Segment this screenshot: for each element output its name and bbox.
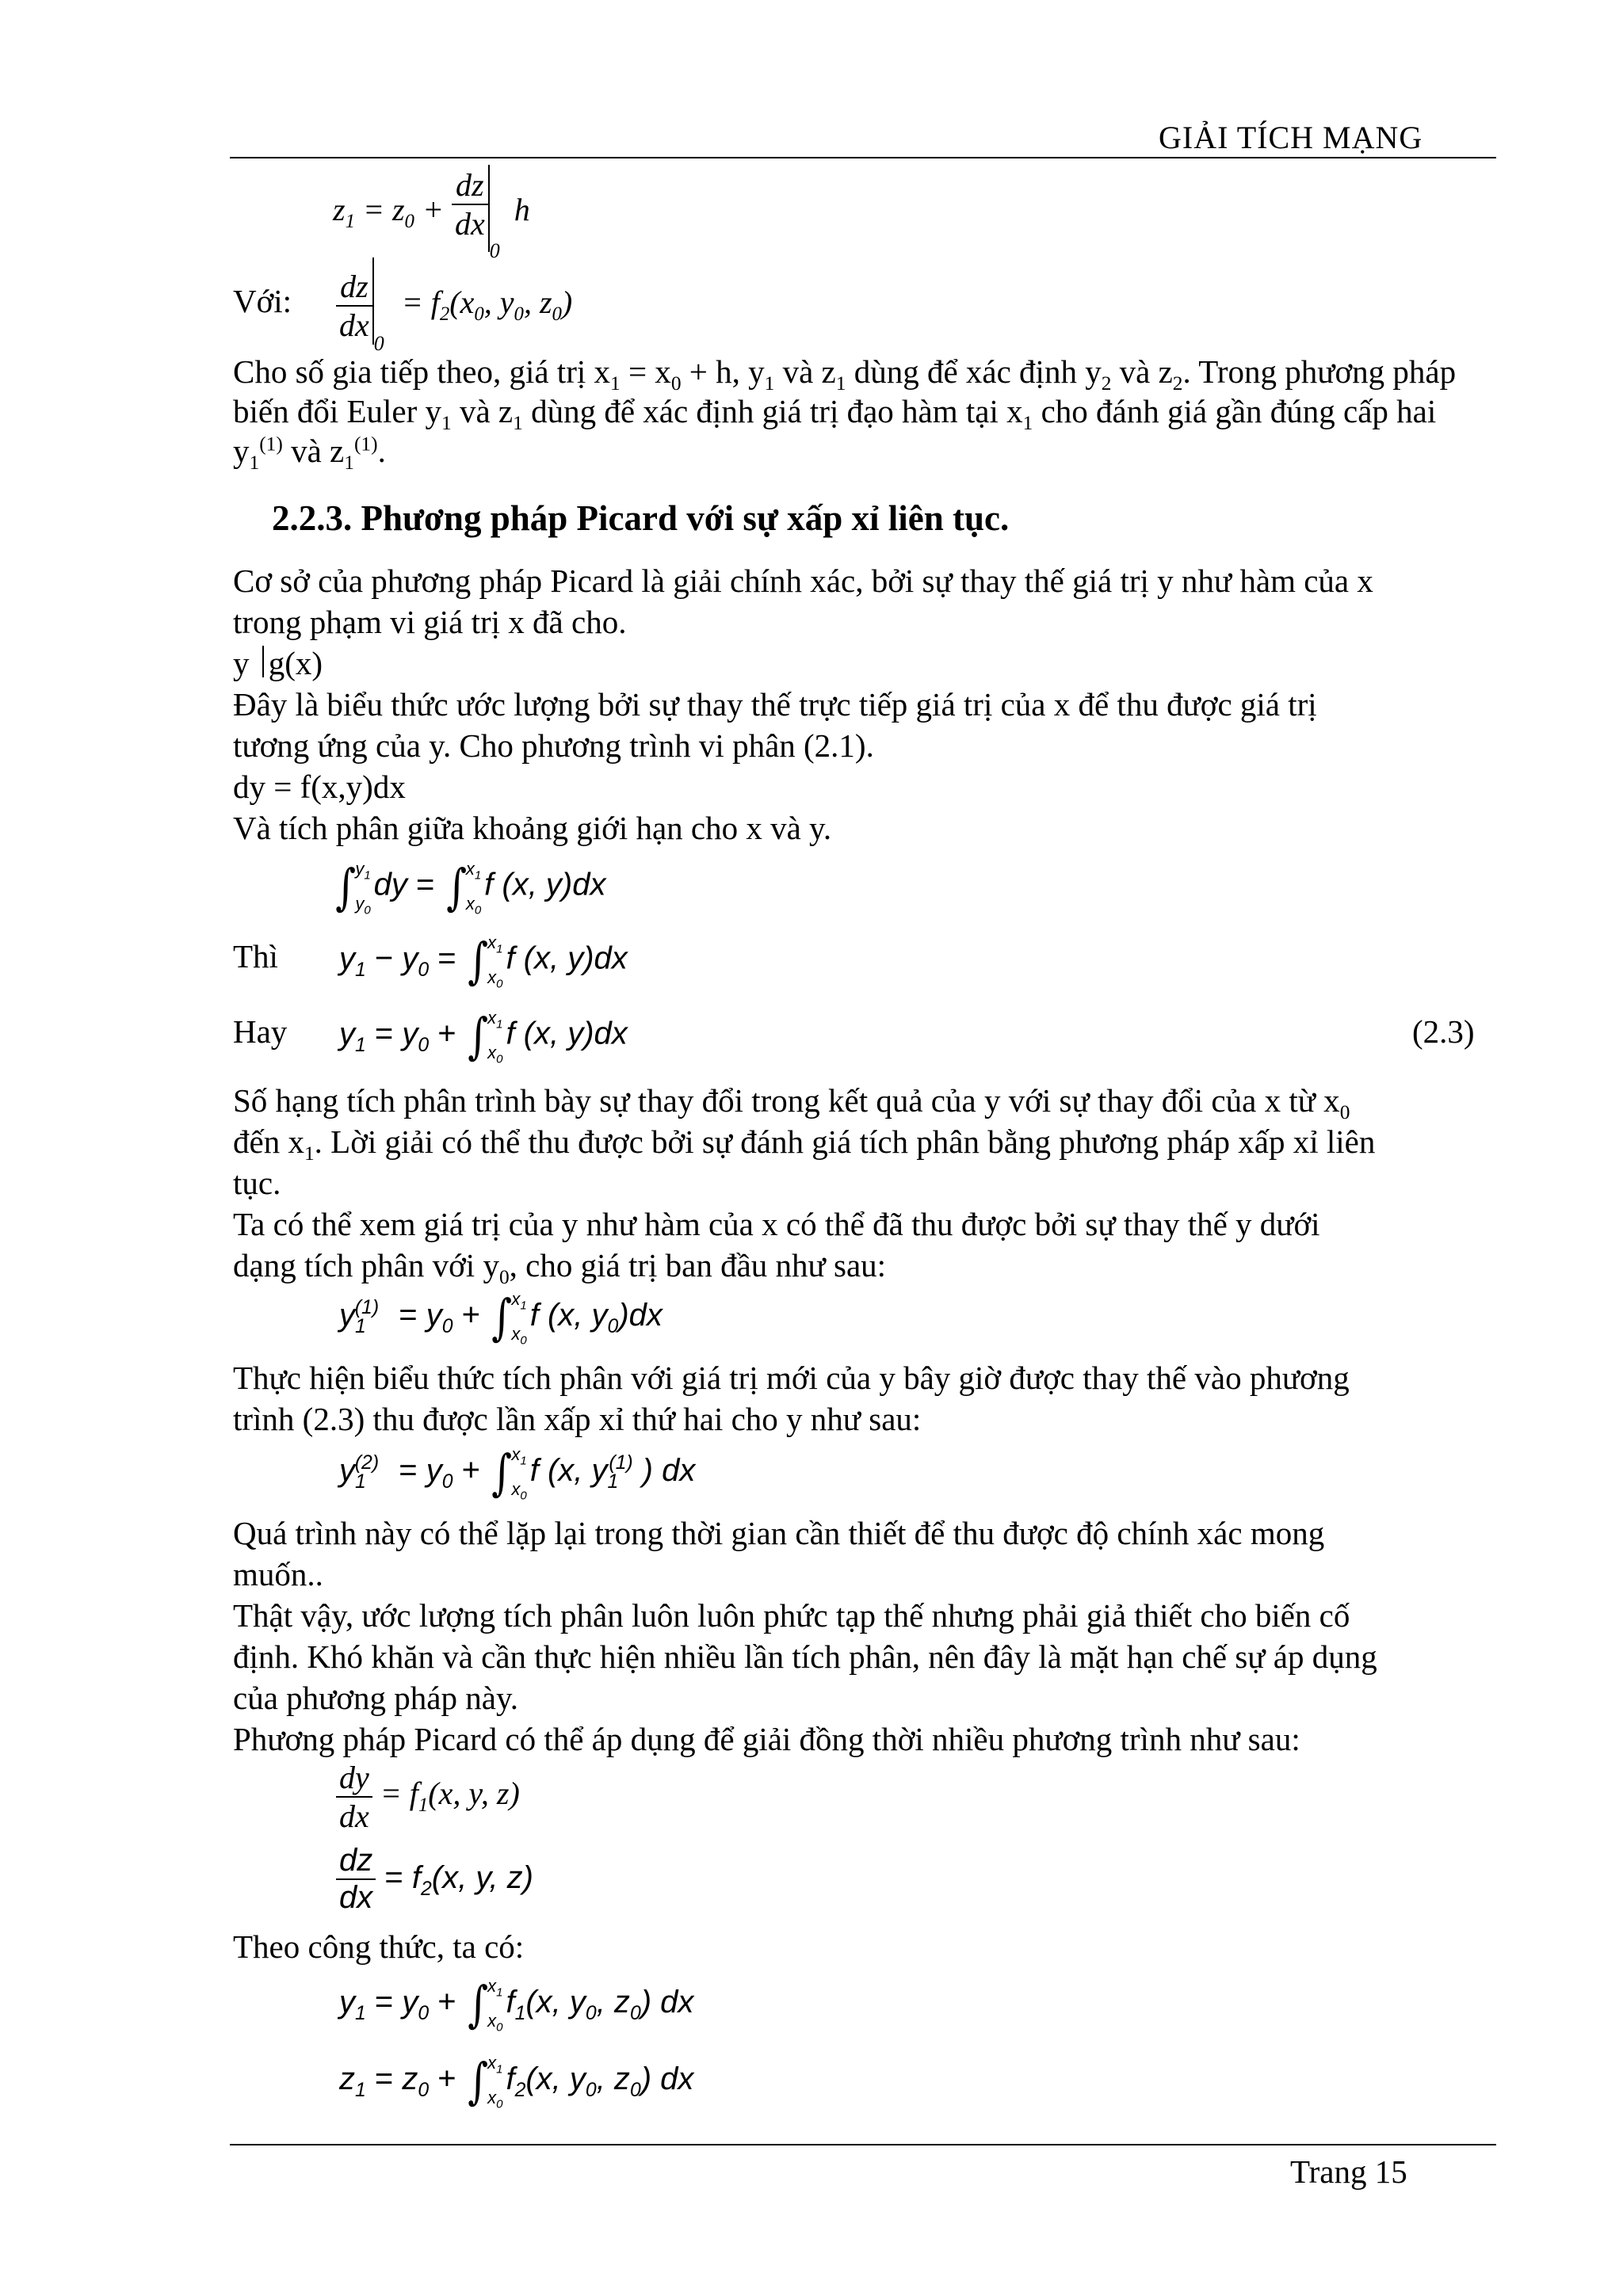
paragraph-line: Đây là biểu thức ước lượng bởi sự thay thế trực tiếp giá trị của x để thu được giá trị	[233, 686, 1317, 723]
equation-z1-picard-system: $z_1 = z_0$ + ∫ $x_1$ $x_0$ $f_2(x$, $y_0$, $z_0$) dx	[339, 2051, 694, 2111]
equation-integral-both-sides: ∫ $y_1$ $y_0$ dy = ∫ $x_1$ $x_0$ f (x, y)dx	[335, 857, 606, 917]
equation-dzdx-system: $\frac{dz}{dx}$ = $f_2(x$, y, z)	[336, 1843, 533, 1916]
paragraph-line: Số hạng tích phân trình bày sự thay đổi trong kết quả của y với sự thay đổi của x từ $x_0$	[233, 1082, 1350, 1124]
paragraph-line: Và tích phân giữa khoảng giới hạn cho x và y.	[233, 810, 832, 846]
paragraph-line: trình (2.3) thu được lần xấp xỉ thứ hai cho y như sau:	[233, 1401, 922, 1437]
paragraph-line: Cơ sở của phương pháp Picard là giải chính xác, bởi sự thay thế giá trị y như hàm của x	[233, 563, 1373, 599]
equation-number: (2.3)	[1412, 1013, 1475, 1050]
euler-paragraph-line-1: Cho số gia tiếp theo, giá trị $x_1 = x_0 + h$, $y_1$ và $z_1$ dùng để xác định $y_2$ và $z_2$. Trong phương pháp	[233, 353, 1457, 395]
header-rule	[230, 157, 1496, 158]
with-label: Với:	[233, 283, 292, 319]
paragraph-line: của phương pháp này.	[233, 1680, 519, 1716]
equation-dzdx-definition: $\frac{dz}{dx}$ $_0 = f_2(x_0$, $y_0$, $z_0$)	[336, 257, 572, 345]
euler-paragraph-line-2: biến đổi Euler $y_1$ và $z_1$ dùng để xác định giá trị đạo hàm tại $x_1$ cho đánh giá gần đúng cấp hai	[233, 393, 1437, 435]
paragraph-line: định. Khó khăn và cần thực hiện nhiều lần tích phân, nên đây là mặt hạn chế sự áp dụng	[233, 1638, 1377, 1675]
paragraph-line: Quá trình này có thể lặp lại trong thời gian cần thiết để thu được độ chính xác mong	[233, 1515, 1325, 1551]
paragraph-line: Theo công thức, ta có:	[233, 1928, 525, 1965]
label-hay: Hay	[233, 1013, 288, 1050]
paragraph-line-y-gx: y g(x)	[233, 645, 323, 681]
running-header: GIẢI TÍCH MẠNG	[1159, 120, 1423, 155]
paragraph-line: tương ứng của y. Cho phương trình vi phân (2.1).	[233, 727, 874, 764]
equation-z1-euler: $z_1 = z_0$ + $\frac{dz}{dx}$ $_0$ h	[333, 165, 530, 252]
paragraph-line: Thực hiện biểu thức tích phân với giá trị mới của y bây giờ được thay thế vào phương	[233, 1360, 1350, 1396]
equation-first-approximation: $y_1^{(1)} = y_0$ + ∫ $x_1$ $x_0$ f (x, $y_0)dx$	[339, 1287, 663, 1348]
equation-2-3: $y_1 = y_0$ + ∫ $x_1$ $x_0$ f (x, y)dx	[339, 1006, 628, 1066]
equation-second-approximation: $y_1^{(2)} = y_0$ + ∫ $x_1$ $x_0$ f (x, $y_1^{(1)}$ ) dx	[339, 1443, 696, 1503]
paragraph-line: dạng tích phân với $y_0$, cho giá trị ban đầu như sau:	[233, 1247, 887, 1289]
paragraph-line: Ta có thể xem giá trị của y như hàm của x có thể đã thu được bởi sự thay thế y dưới	[233, 1206, 1320, 1242]
equation-y1-picard-system: $y_1 = y_0$ + ∫ $x_1$ $x_0$ $f_1(x$, $y_0$, $z_0$) dx	[339, 1974, 694, 2035]
paragraph-line: Phương pháp Picard có thể áp dụng để giải đồng thời nhiều phương trình như sau:	[233, 1721, 1300, 1757]
footer-rule	[230, 2144, 1496, 2145]
paragraph-line: đến $x_1$. Lời giải có thể thu được bởi sự đánh giá tích phân bằng phương pháp xấp xỉ liên	[233, 1123, 1376, 1165]
euler-paragraph-line-3: $y_1^{(1)}$ và $z_1^{(1)}$.	[233, 433, 386, 475]
paragraph-line: Thật vậy, ước lượng tích phân luôn luôn phức tạp thế nhưng phải giả thiết cho biến cố	[233, 1597, 1350, 1634]
equation-y1-minus-y0: $y_1 - y_0$ = ∫ $x_1$ $x_0$ f (x, y)dx	[339, 931, 628, 991]
paragraph-line: trong phạm vi giá trị x đã cho.	[233, 604, 627, 640]
paragraph-line: tục.	[233, 1165, 281, 1201]
section-heading: 2.2.3. Phương pháp Picard với sự xấp xỉ liên tục.	[272, 498, 1010, 538]
page-number: Trang 15	[1290, 2153, 1407, 2190]
equation-dydx-system: $\frac{dy}{dx}$ = $f_1(x$, y, z)	[336, 1759, 520, 1835]
paragraph-line: muốn..	[233, 1556, 323, 1592]
label-thi: Thì	[233, 938, 278, 974]
paragraph-line: dy = f(x,y)dx	[233, 769, 406, 805]
